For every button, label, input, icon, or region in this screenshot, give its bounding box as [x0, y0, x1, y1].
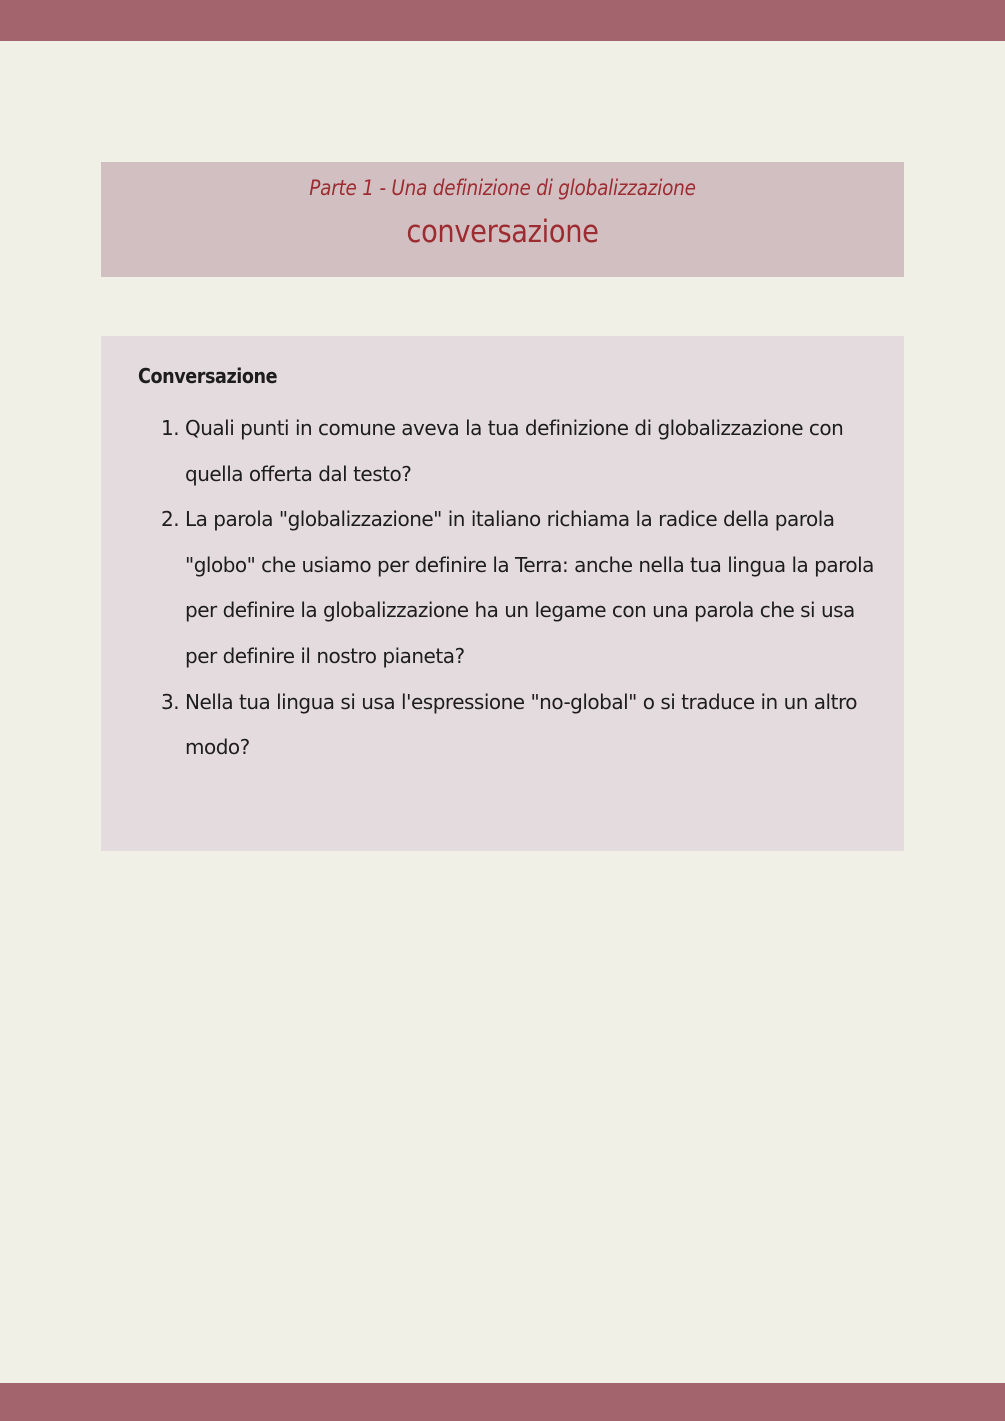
question-text: Nella tua lingua si usa l'espressione "no-global" o si traduce in un altro modo? — [185, 689, 857, 760]
section-subtitle: Parte 1 - Una definizione di globalizzazione — [309, 176, 696, 200]
question-item — [161, 680, 881, 771]
question-list — [161, 406, 881, 771]
conversation-heading: Conversazione — [138, 364, 278, 388]
question-text: Quali punti in comune aveva la tua definizione di globalizzazione con quella offerta dal testo? — [185, 416, 844, 486]
question-text: La parola "globalizzazione" in italiano richiama la radice della parola "globo" che usiamo per definire la Terra: anche nella tua lingua la parola per definire la globalizzazione ha un legame con una parola che si usa per definire il nostro pianeta? — [185, 507, 874, 668]
section-title: conversazione — [406, 214, 599, 250]
question-item — [161, 406, 881, 497]
question-number: 3. — [161, 689, 180, 714]
question-item — [161, 497, 881, 679]
section-header — [101, 162, 904, 277]
bottom-accent-bar — [0, 1383, 1005, 1421]
conversation-panel — [101, 336, 904, 851]
top-accent-bar — [0, 0, 1005, 41]
question-number: 1. — [161, 416, 180, 440]
question-number: 2. — [161, 507, 180, 532]
